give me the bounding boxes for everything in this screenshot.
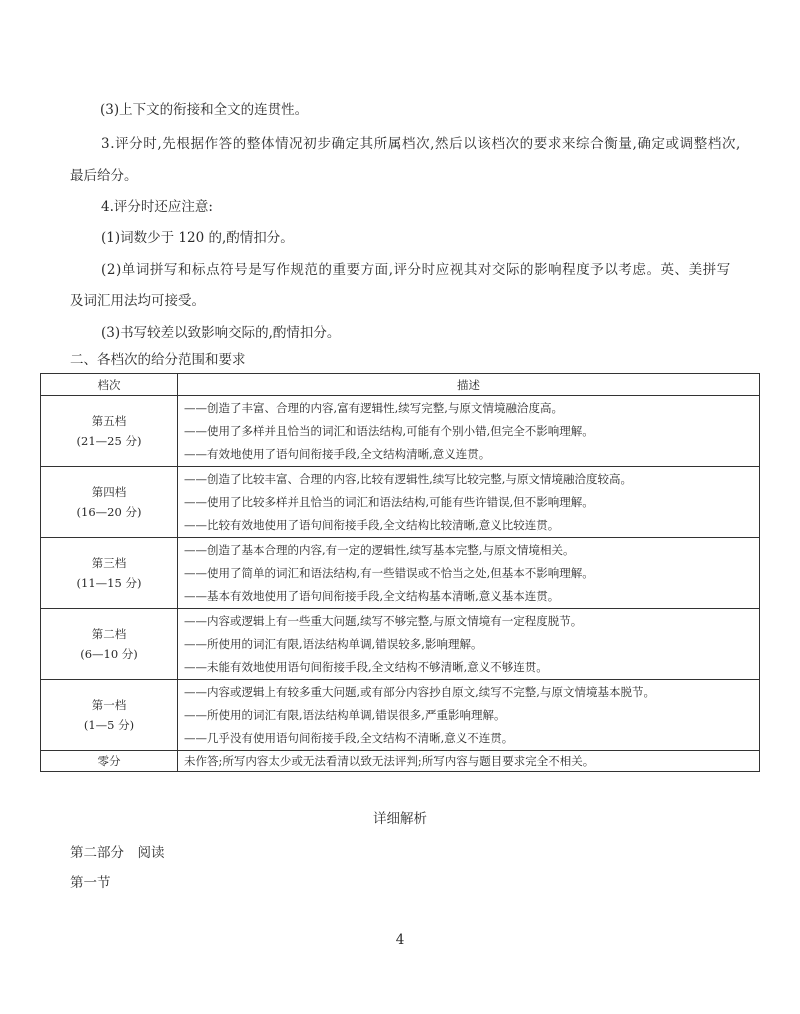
description-line: ——未能有效地使用语句间衔接手段,全文结构不够清晰,意义不够连贯。	[184, 659, 548, 674]
level-name: 第二档	[91, 627, 127, 641]
grading-table	[40, 373, 760, 772]
description-line: ——创造了比较丰富、合理的内容,比较有逻辑性,续写比较完整,与原文情境融洽度较高。	[184, 471, 632, 486]
level-cell	[41, 538, 178, 609]
level-name: 第五档	[91, 414, 127, 428]
level-range: (1—5 分)	[83, 718, 135, 732]
level-cell	[41, 680, 178, 751]
description-cell	[178, 467, 760, 538]
description-cell: 未作答;所写内容太少或无法看清以致无法评判;所写内容与题目要求完全不相关。	[178, 751, 760, 772]
description-line: ——内容或逻辑上有较多重大问题,或有部分内容抄自原文,续写不完整,与原文情境基本脱节。	[184, 684, 655, 699]
description-cell	[178, 396, 760, 467]
scoring-note-procedure-line1: 3.评分时,先根据作答的整体情况初步确定其所属档次,然后以该档次的要求来综合衡量,确定或调整档次,	[101, 136, 741, 152]
description-line: ——有效地使用了语句间衔接手段,全文结构清晰,意义连贯。	[184, 446, 491, 461]
part-title: 第二部分 阅读	[70, 845, 165, 861]
description-line: ——几乎没有使用语句间衔接手段,全文结构不清晰,意义不连贯。	[184, 730, 514, 745]
description-cell	[178, 609, 760, 680]
scoring-note-attention-heading: 4.评分时还应注意:	[101, 199, 213, 215]
level-name: 第四档	[91, 485, 127, 499]
description-line: ——创造了基本合理的内容,有一定的逻辑性,续写基本完整,与原文情境相关。	[184, 542, 575, 557]
level-cell	[41, 467, 178, 538]
level-range: (21—25 分)	[76, 434, 142, 448]
level-cell: 零分	[41, 751, 178, 772]
header-level: 档次	[41, 374, 178, 396]
scoring-note-coherence: (3)上下文的衔接和全文的连贯性。	[100, 102, 309, 118]
scoring-note-handwriting: (3)书写较差以致影响交际的,酌情扣分。	[101, 325, 341, 341]
table-row	[41, 396, 760, 467]
description-line: ——使用了比较多样并且恰当的词汇和语法结构,可能有些许错误,但不影响理解。	[184, 494, 594, 509]
description-line: ——使用了多样并且恰当的词汇和语法结构,可能有个别小错,但完全不影响理解。	[184, 423, 594, 438]
level-name: 第三档	[91, 556, 127, 570]
level-range: (11—15 分)	[76, 576, 142, 590]
scoring-note-spelling-line2: 及词汇用法均可接受。	[70, 293, 205, 309]
table-header-row	[41, 374, 760, 396]
description-line: ——内容或逻辑上有一些重大问题,续写不够完整,与原文情境有一定程度脱节。	[184, 613, 583, 628]
description-line: ——创造了丰富、合理的内容,富有逻辑性,续写完整,与原文情境融洽度高。	[184, 400, 563, 415]
description-line: ——使用了简单的词汇和语法结构,有一些错误或不恰当之处,但基本不影响理解。	[184, 565, 594, 580]
description-line: ——所使用的词汇有限,语法结构单调,错误很多,严重影响理解。	[184, 707, 506, 722]
table-row	[41, 680, 760, 751]
scoring-note-procedure-line2: 最后给分。	[70, 168, 138, 184]
level-name: 第一档	[91, 698, 127, 712]
description-cell	[178, 538, 760, 609]
description-line: ——比较有效地使用了语句间衔接手段,全文结构比较清晰,意义比较连贯。	[184, 517, 560, 532]
level-cell	[41, 396, 178, 467]
description-line: ——所使用的词汇有限,语法结构单调,错误较多,影响理解。	[184, 636, 483, 651]
scoring-note-word-count: (1)词数少于 120 的,酌情扣分。	[101, 230, 294, 246]
scoring-note-spelling-line1: (2)单词拼写和标点符号是写作规范的重要方面,评分时应视其对交际的影响程度予以考虑。英、美拼写	[101, 262, 731, 278]
table-row	[41, 609, 760, 680]
table-row	[41, 467, 760, 538]
level-range: (16—20 分)	[76, 505, 142, 519]
level-range: (6—10 分)	[80, 647, 138, 661]
table-row	[41, 538, 760, 609]
description-cell	[178, 680, 760, 751]
section-heading: 二、各档次的给分范围和要求	[70, 352, 246, 368]
description-line: ——基本有效地使用了语句间衔接手段,全文结构基本清晰,意义基本连贯。	[184, 588, 560, 603]
page-number: 4	[395, 932, 405, 948]
section-title: 第一节	[70, 875, 111, 891]
detail-analysis-title: 详细解析	[373, 811, 427, 827]
table-row-zero	[41, 751, 760, 772]
level-cell	[41, 609, 178, 680]
header-description: 描述	[178, 374, 760, 396]
